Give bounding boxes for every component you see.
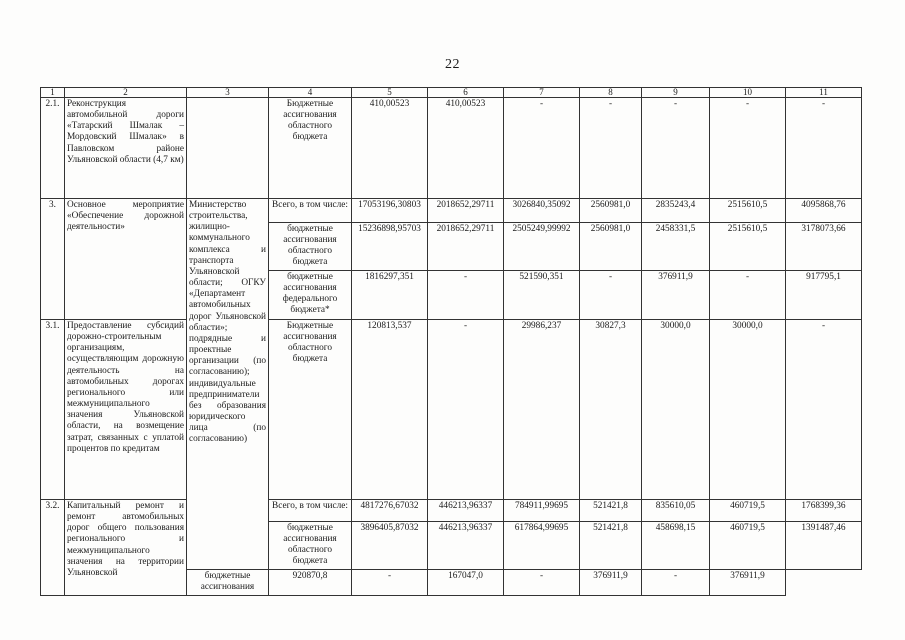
page-number: 22 bbox=[445, 57, 460, 72]
value-col10: 460719,5 bbox=[710, 500, 786, 522]
value-col11: 3178073,66 bbox=[786, 223, 862, 271]
row-number: 2.1. bbox=[41, 98, 65, 199]
value-col8: 2560981,0 bbox=[580, 223, 642, 271]
column-header: 7 bbox=[504, 88, 580, 98]
value-col7: 617864,99695 bbox=[504, 522, 580, 570]
value-col11: 1391487,46 bbox=[786, 522, 862, 570]
measure-name: Предоставление субсидий дорожно-строительным организациям, осуществляющим дорожную деятельность на автомобильных дорогах регионального или межмуниципального значения Ульяновской области, на возмещение затрат, связанных с уплатой процентов по кредитам bbox=[65, 320, 187, 500]
value-col6: - bbox=[428, 271, 504, 320]
value-col10: - bbox=[642, 570, 710, 596]
value-col7: 3026840,35092 bbox=[504, 199, 580, 223]
value-col5: 1816297,351 bbox=[352, 271, 428, 320]
table-row bbox=[41, 199, 862, 223]
value-col11: - bbox=[786, 98, 862, 199]
value-col10: - bbox=[710, 271, 786, 320]
value-col6: 446213,96337 bbox=[428, 522, 504, 570]
row-number: 3.2. bbox=[41, 500, 65, 596]
value-col5: 120813,537 bbox=[352, 320, 428, 500]
value-col6: 2018652,29711 bbox=[428, 199, 504, 223]
funding-source: бюджетные ассигнования областного бюджета bbox=[269, 223, 352, 271]
budget-table bbox=[40, 87, 862, 596]
column-header: 9 bbox=[642, 88, 710, 98]
column-header: 1 bbox=[41, 88, 65, 98]
value-col9: 30000,0 bbox=[642, 320, 710, 500]
value-col11: - bbox=[786, 320, 862, 500]
column-header: 5 bbox=[352, 88, 428, 98]
value-col11: 4095868,76 bbox=[786, 199, 862, 223]
funding-source: Всего, в том числе: bbox=[269, 199, 352, 223]
value-col7: 29986,237 bbox=[504, 320, 580, 500]
funding-source: Бюджетные ассигнования областного бюджета bbox=[269, 320, 352, 500]
measure-name: Основное мероприятие «Обеспечение дорожной деятельности» bbox=[65, 199, 187, 320]
value-col5: 4817276,67032 bbox=[352, 500, 428, 522]
table-row bbox=[41, 98, 862, 199]
value-col8: 521421,8 bbox=[580, 500, 642, 522]
value-col10: 30000,0 bbox=[710, 320, 786, 500]
value-col11: 917795,1 bbox=[786, 271, 862, 320]
row-number: 3. bbox=[41, 199, 65, 320]
value-col8: - bbox=[580, 271, 642, 320]
table-row bbox=[41, 500, 862, 522]
value-col5: 920870,8 bbox=[269, 570, 352, 596]
funding-source: Всего, в том числе: bbox=[269, 500, 352, 522]
column-header: 8 bbox=[580, 88, 642, 98]
column-header: 2 bbox=[65, 88, 187, 98]
value-col6: 446213,96337 bbox=[428, 500, 504, 522]
value-col5: 17053196,30803 bbox=[352, 199, 428, 223]
value-col9: 2835243,4 bbox=[642, 199, 710, 223]
value-col9: 835610,05 bbox=[642, 500, 710, 522]
value-col9: 376911,9 bbox=[580, 570, 642, 596]
table-row bbox=[41, 320, 862, 500]
measure-name: Капитальный ремонт и ремонт автомобильных дорог общего пользования регионального и межмуниципального значения на территории Ульяновской bbox=[65, 500, 187, 596]
value-col10: 2515610,5 bbox=[710, 223, 786, 271]
value-col8: 30827,3 bbox=[580, 320, 642, 500]
value-col5: 410,00523 bbox=[352, 98, 428, 199]
value-col6: - bbox=[352, 570, 428, 596]
funding-source: Бюджетные ассигнования областного бюджета bbox=[269, 98, 352, 199]
value-col8: 521421,8 bbox=[580, 522, 642, 570]
value-col6: - bbox=[428, 320, 504, 500]
value-col10: 2515610,5 bbox=[710, 199, 786, 223]
value-col6: 410,00523 bbox=[428, 98, 504, 199]
value-col7: 784911,99695 bbox=[504, 500, 580, 522]
value-col9: 458698,15 bbox=[642, 522, 710, 570]
value-col9: 2458331,5 bbox=[642, 223, 710, 271]
value-col9: - bbox=[642, 98, 710, 199]
column-number-row bbox=[41, 88, 862, 98]
row-number: 3.1. bbox=[41, 320, 65, 500]
value-col7: 167047,0 bbox=[428, 570, 504, 596]
value-col11: 1768399,36 bbox=[786, 500, 862, 522]
column-header: 11 bbox=[786, 88, 862, 98]
value-col5: 3896405,87032 bbox=[352, 522, 428, 570]
value-col7: 521590,351 bbox=[504, 271, 580, 320]
value-col9: 376911,9 bbox=[642, 271, 710, 320]
value-col8: - bbox=[504, 570, 580, 596]
column-header: 3 bbox=[187, 88, 269, 98]
column-header: 4 bbox=[269, 88, 352, 98]
value-col6: 2018652,29711 bbox=[428, 223, 504, 271]
value-col7: 2505249,99992 bbox=[504, 223, 580, 271]
funding-source: бюджетные ассигнования bbox=[187, 570, 269, 596]
funding-source: бюджетные ассигнования федерального бюджета* bbox=[269, 271, 352, 320]
executor-cell: Министерство строительства, жилищно-коммунального комплекса и транспорта Ульяновской области; ОГКУ «Департамент автомобильных дорог Ульяновской области»; подрядные и проектные организации (по согласованию); индивидуальные предприниматели без образования юридического лица (по согласованию) bbox=[187, 199, 269, 570]
executor-cell bbox=[187, 98, 269, 199]
column-header: 10 bbox=[710, 88, 786, 98]
value-col8: - bbox=[580, 98, 642, 199]
value-col7: - bbox=[504, 98, 580, 199]
value-col10: - bbox=[710, 98, 786, 199]
value-col10: 460719,5 bbox=[710, 522, 786, 570]
measure-name: Реконструкция автомобильной дороги «Татарский Шмалак – Мордовский Шмалак» в Павловском районе Ульяновской области (4,7 км) bbox=[65, 98, 187, 199]
column-header: 6 bbox=[428, 88, 504, 98]
funding-source: бюджетные ассигнования областного бюджета bbox=[269, 522, 352, 570]
value-col11: 376911,9 bbox=[710, 570, 786, 596]
value-col8: 2560981,0 bbox=[580, 199, 642, 223]
value-col5: 15236898,95703 bbox=[352, 223, 428, 271]
